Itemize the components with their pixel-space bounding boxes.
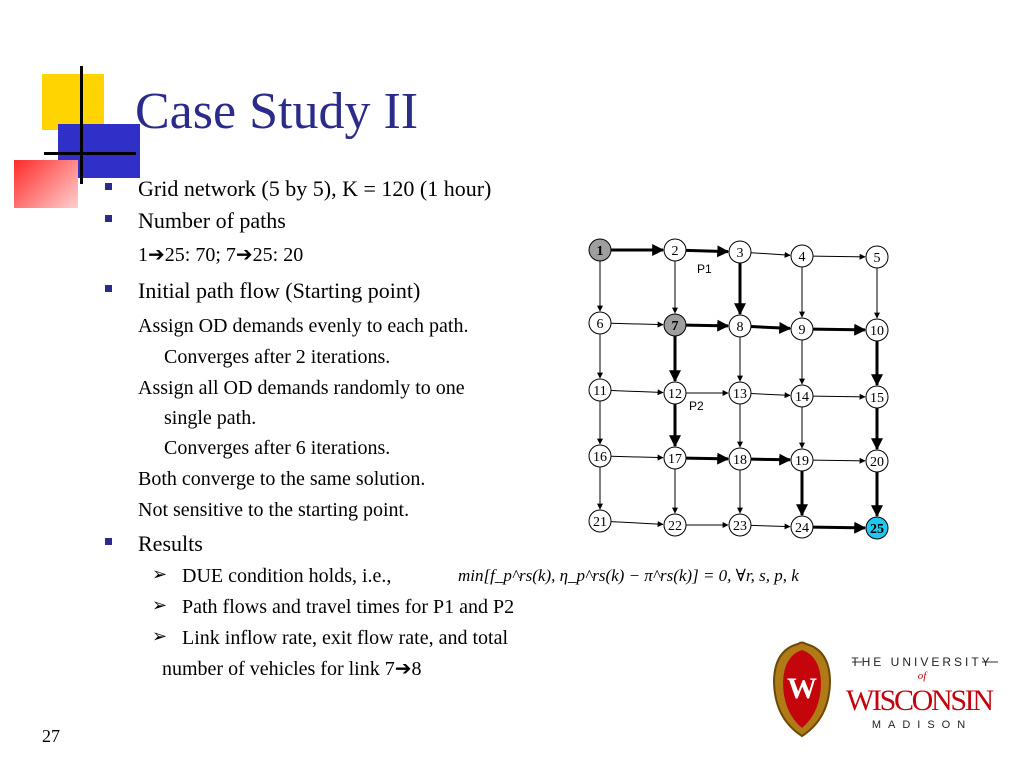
network-link-4-5 (813, 256, 865, 257)
svg-text:11: 11 (593, 384, 607, 399)
svg-text:9: 9 (798, 323, 806, 338)
bullet-grid-network: Grid network (5 by 5), K = 120 (1 hour) (138, 176, 492, 201)
network-link-18-19 (751, 459, 790, 460)
network-node-8 (729, 315, 751, 337)
network-link-21-22 (611, 522, 663, 525)
svg-text:18: 18 (733, 453, 747, 468)
arrowhead-bullet-icon: ➢ (152, 595, 168, 615)
svg-text:5: 5 (873, 251, 881, 266)
logo-line4: MADISON (871, 719, 973, 731)
grid-network-diagram (575, 228, 905, 543)
bullet-square-icon (105, 285, 112, 292)
network-node-3 (729, 241, 751, 263)
network-node-9 (791, 318, 813, 340)
result-due-condition: DUE condition holds, i.e., (182, 565, 392, 587)
network-node-4 (791, 245, 813, 267)
svg-text:16: 16 (593, 450, 607, 465)
network-link-14-15 (813, 396, 865, 397)
bullet-initial-path-flow: Initial path flow (Starting point) (138, 278, 421, 303)
network-node-2 (664, 239, 686, 261)
network-link-9-10 (813, 329, 865, 330)
wisconsin-crest (770, 640, 1010, 740)
network-link-6-7 (611, 323, 663, 324)
page-number: 27 (42, 726, 60, 746)
network-link-11-12 (611, 390, 663, 392)
network-link-8-9 (751, 327, 790, 329)
path-label-p1: P1 (697, 262, 712, 276)
network-link-7-8 (686, 325, 728, 326)
svg-text:3: 3 (736, 246, 744, 261)
svg-text:W: W (787, 672, 817, 705)
svg-text:1: 1 (596, 244, 604, 259)
network-link-13-14 (751, 394, 790, 396)
network-node-23 (729, 514, 751, 536)
network-node-6 (589, 312, 611, 334)
network-link-19-20 (813, 460, 865, 461)
corner-decoration (0, 0, 140, 215)
network-node-11 (589, 379, 611, 401)
network-node-12 (664, 382, 686, 404)
network-node-13 (729, 382, 751, 404)
svg-text:2: 2 (671, 244, 679, 259)
svg-text:17: 17 (668, 452, 682, 467)
due-formula: min[f_p^rs(k), η_p^rs(k) − π^rs(k)] = 0, ∀r, s, p, k (458, 566, 799, 585)
network-node-21 (589, 510, 611, 532)
initial-line: Not sensitive to the starting point. (138, 499, 410, 521)
arrowhead-bullet-icon: ➢ (152, 626, 168, 646)
initial-line: Assign all OD demands randomly to one (138, 377, 465, 399)
svg-text:7: 7 (671, 319, 679, 334)
svg-text:21: 21 (593, 515, 607, 530)
right-arrow-icon: ➔ (148, 244, 165, 266)
path-label-p2: P2 (689, 399, 704, 413)
paths-count-line: 1➔25: 70; 7➔25: 20 (138, 244, 304, 266)
university-logo (770, 640, 1010, 745)
network-link-23-24 (751, 525, 790, 526)
initial-line: Converges after 2 iterations. (164, 346, 391, 368)
network-node-7 (664, 314, 686, 336)
network-node-5 (866, 246, 888, 268)
svg-text:12: 12 (668, 387, 682, 402)
network-node-14 (791, 385, 813, 407)
network-link-2-3 (686, 250, 728, 251)
right-arrow-icon: ➔ (394, 658, 412, 680)
network-node-24 (791, 516, 813, 538)
svg-text:13: 13 (733, 387, 747, 402)
svg-text:20: 20 (870, 455, 884, 470)
svg-text:24: 24 (795, 521, 809, 536)
svg-text:23: 23 (733, 519, 747, 534)
network-node-20 (866, 450, 888, 472)
svg-text:4: 4 (798, 250, 806, 265)
svg-text:10: 10 (870, 324, 884, 339)
svg-text:14: 14 (795, 390, 809, 405)
network-node-19 (791, 449, 813, 471)
initial-line: Both converge to the same solution. (138, 468, 426, 490)
initial-line: single path. (164, 407, 257, 429)
network-node-16 (589, 445, 611, 467)
network-node-10 (866, 319, 888, 341)
logo-line1: THE UNIVERSITY (851, 655, 993, 669)
svg-text:22: 22 (668, 519, 682, 534)
network-node-1 (589, 239, 611, 261)
bullet-square-icon (105, 215, 112, 222)
arrowhead-bullet-icon: ➢ (152, 564, 168, 584)
network-link-24-25 (813, 527, 865, 528)
result-link-inflow: Link inflow rate, exit flow rate, and total (182, 627, 509, 649)
result-path-flows: Path flows and travel times for P1 and P2 (182, 596, 515, 618)
svg-text:8: 8 (736, 320, 744, 335)
right-arrow-icon: ➔ (235, 244, 253, 266)
result-link-inflow-cont: number of vehicles for link 7➔8 (162, 658, 422, 680)
svg-text:25: 25 (870, 522, 884, 537)
bullet-results: Results (138, 531, 203, 556)
network-link-16-17 (611, 456, 663, 457)
svg-text:15: 15 (870, 391, 884, 406)
slide-title: Case Study II (135, 83, 419, 140)
network-node-18 (729, 448, 751, 470)
network-node-17 (664, 447, 686, 469)
bullet-square-icon (105, 183, 112, 190)
svg-text:19: 19 (795, 454, 809, 469)
network-link-3-4 (751, 253, 790, 256)
bullet-square-icon (105, 538, 112, 545)
network-link-17-18 (686, 458, 728, 459)
bullet-number-of-paths: Number of paths (138, 208, 286, 233)
initial-line: Converges after 6 iterations. (164, 437, 391, 459)
logo-line2: of (917, 670, 927, 682)
network-node-15 (866, 386, 888, 408)
network-node-22 (664, 514, 686, 536)
initial-line: Assign OD demands evenly to each path. (138, 315, 469, 337)
network-node-25 (866, 517, 888, 539)
svg-text:6: 6 (596, 317, 604, 332)
logo-line3: WISCONSIN (846, 684, 994, 717)
